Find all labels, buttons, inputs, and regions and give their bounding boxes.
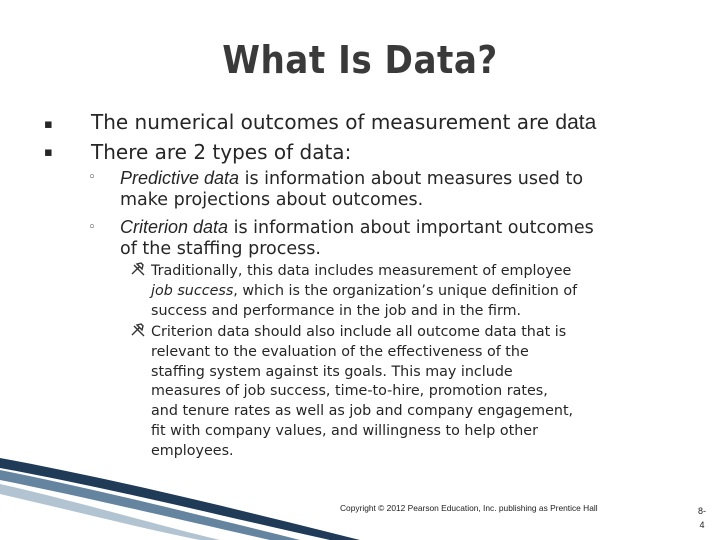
- predictive-text-cont: make projections about outcomes.: [120, 190, 424, 210]
- sub-bullet-line: , which is the organization’s unique definition of: [233, 282, 578, 299]
- criterion-data-item: [120, 217, 680, 260]
- circle-bullet-icon: ◦: [88, 170, 96, 185]
- criterion-text-cont: of the staffing process.: [120, 239, 321, 259]
- tools-bullet-icon: [131, 262, 147, 280]
- sub-bullet-line: success and performance in the job and in the firm.: [151, 302, 522, 319]
- bullet-icon: ▪: [44, 117, 53, 132]
- sub-bullet-line: Criterion data should also include all outcome data that is: [151, 324, 567, 340]
- sub-bullet-line: and tenure rates as well as job and company engagement,: [151, 403, 574, 420]
- circle-bullet-icon: ◦: [88, 220, 96, 235]
- predictive-data-item: [120, 168, 680, 211]
- page-number: [690, 504, 714, 532]
- predictive-term: Predictive data: [120, 168, 240, 188]
- page-number-line2: 4: [699, 520, 705, 530]
- bullet-emphasis: data: [555, 111, 597, 134]
- sub-bullet-line: employees.: [151, 442, 234, 459]
- sub-bullet-line: fit with company values, and willingness to help other: [151, 422, 538, 439]
- sub-bullet-line: Traditionally, this data includes measurement of employee: [151, 263, 572, 279]
- decorative-swoosh: [0, 440, 720, 540]
- bullet-measurement-outcomes: [91, 110, 596, 135]
- predictive-text: is information about measures used to: [239, 169, 584, 189]
- criterion-term: Criterion data: [120, 217, 229, 237]
- slide-title: What Is Data?: [222, 38, 498, 82]
- bullet-two-types: [91, 140, 351, 164]
- bullet-text: The numerical outcomes of measurement are: [91, 110, 556, 134]
- tools-bullet-icon: [131, 323, 147, 341]
- bullet-icon: ▪: [44, 145, 53, 160]
- sub-bullet-line: measures of job success, time-to-hire, promotion rates,: [151, 383, 548, 400]
- page-number-line1: 8-: [697, 506, 706, 516]
- copyright-footer: Copyright © 2012 Pearson Education, Inc. publishing as Prentice Hall: [340, 503, 598, 513]
- job-success-term: job success: [151, 282, 234, 299]
- bullet-text: There are 2 types of data:: [91, 140, 352, 164]
- criterion-text: is information about important outcomes: [228, 218, 594, 238]
- sub-bullet-traditionally: [151, 262, 681, 321]
- sub-bullet-line: staffing system against its goals. This may include: [151, 363, 513, 380]
- sub-bullet-line: relevant to the evaluation of the effectiveness of the: [151, 343, 529, 360]
